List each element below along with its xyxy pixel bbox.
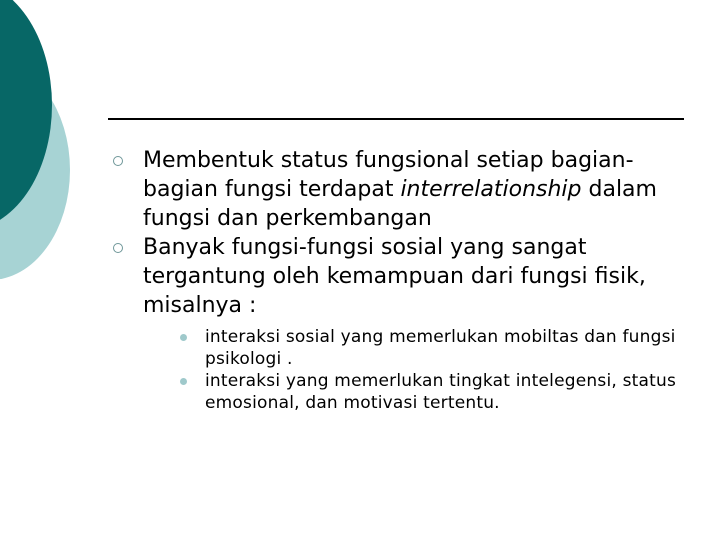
sub-item-2: [173, 370, 693, 414]
dot-bullet-icon: [180, 334, 187, 341]
sub-item-1: [173, 326, 693, 370]
title-divider: [108, 118, 684, 120]
item-2-text: Banyak fungsi-fungsi sosial yang sangat tergantung oleh kemampuan dari fungsi fisik, misalnya :: [143, 235, 646, 318]
item-1-text: Membentuk status fungsional setiap bagian-bagian fungsi terdapat: [143, 148, 634, 202]
sub-item-2-text: interaksi yang memerlukan tingkat intelegensi, status emosional, dan motivasi tertentu.: [205, 371, 677, 413]
content-body: [113, 146, 693, 414]
sub-list: [173, 326, 693, 414]
sub-item-1-text: interaksi sosial yang memerlukan mobiltas dan fungsi psikologi .: [205, 327, 676, 369]
item-1-text-end: dalam fungsi dan perkembangan: [143, 177, 657, 231]
bullet-item-1: [113, 146, 693, 233]
circle-bullet-icon: [113, 243, 123, 253]
dot-bullet-icon: [180, 378, 187, 385]
circle-bullet-icon: [113, 156, 123, 166]
item-1-italic: interrelationship: [400, 177, 582, 202]
bullet-item-2: [113, 233, 693, 320]
